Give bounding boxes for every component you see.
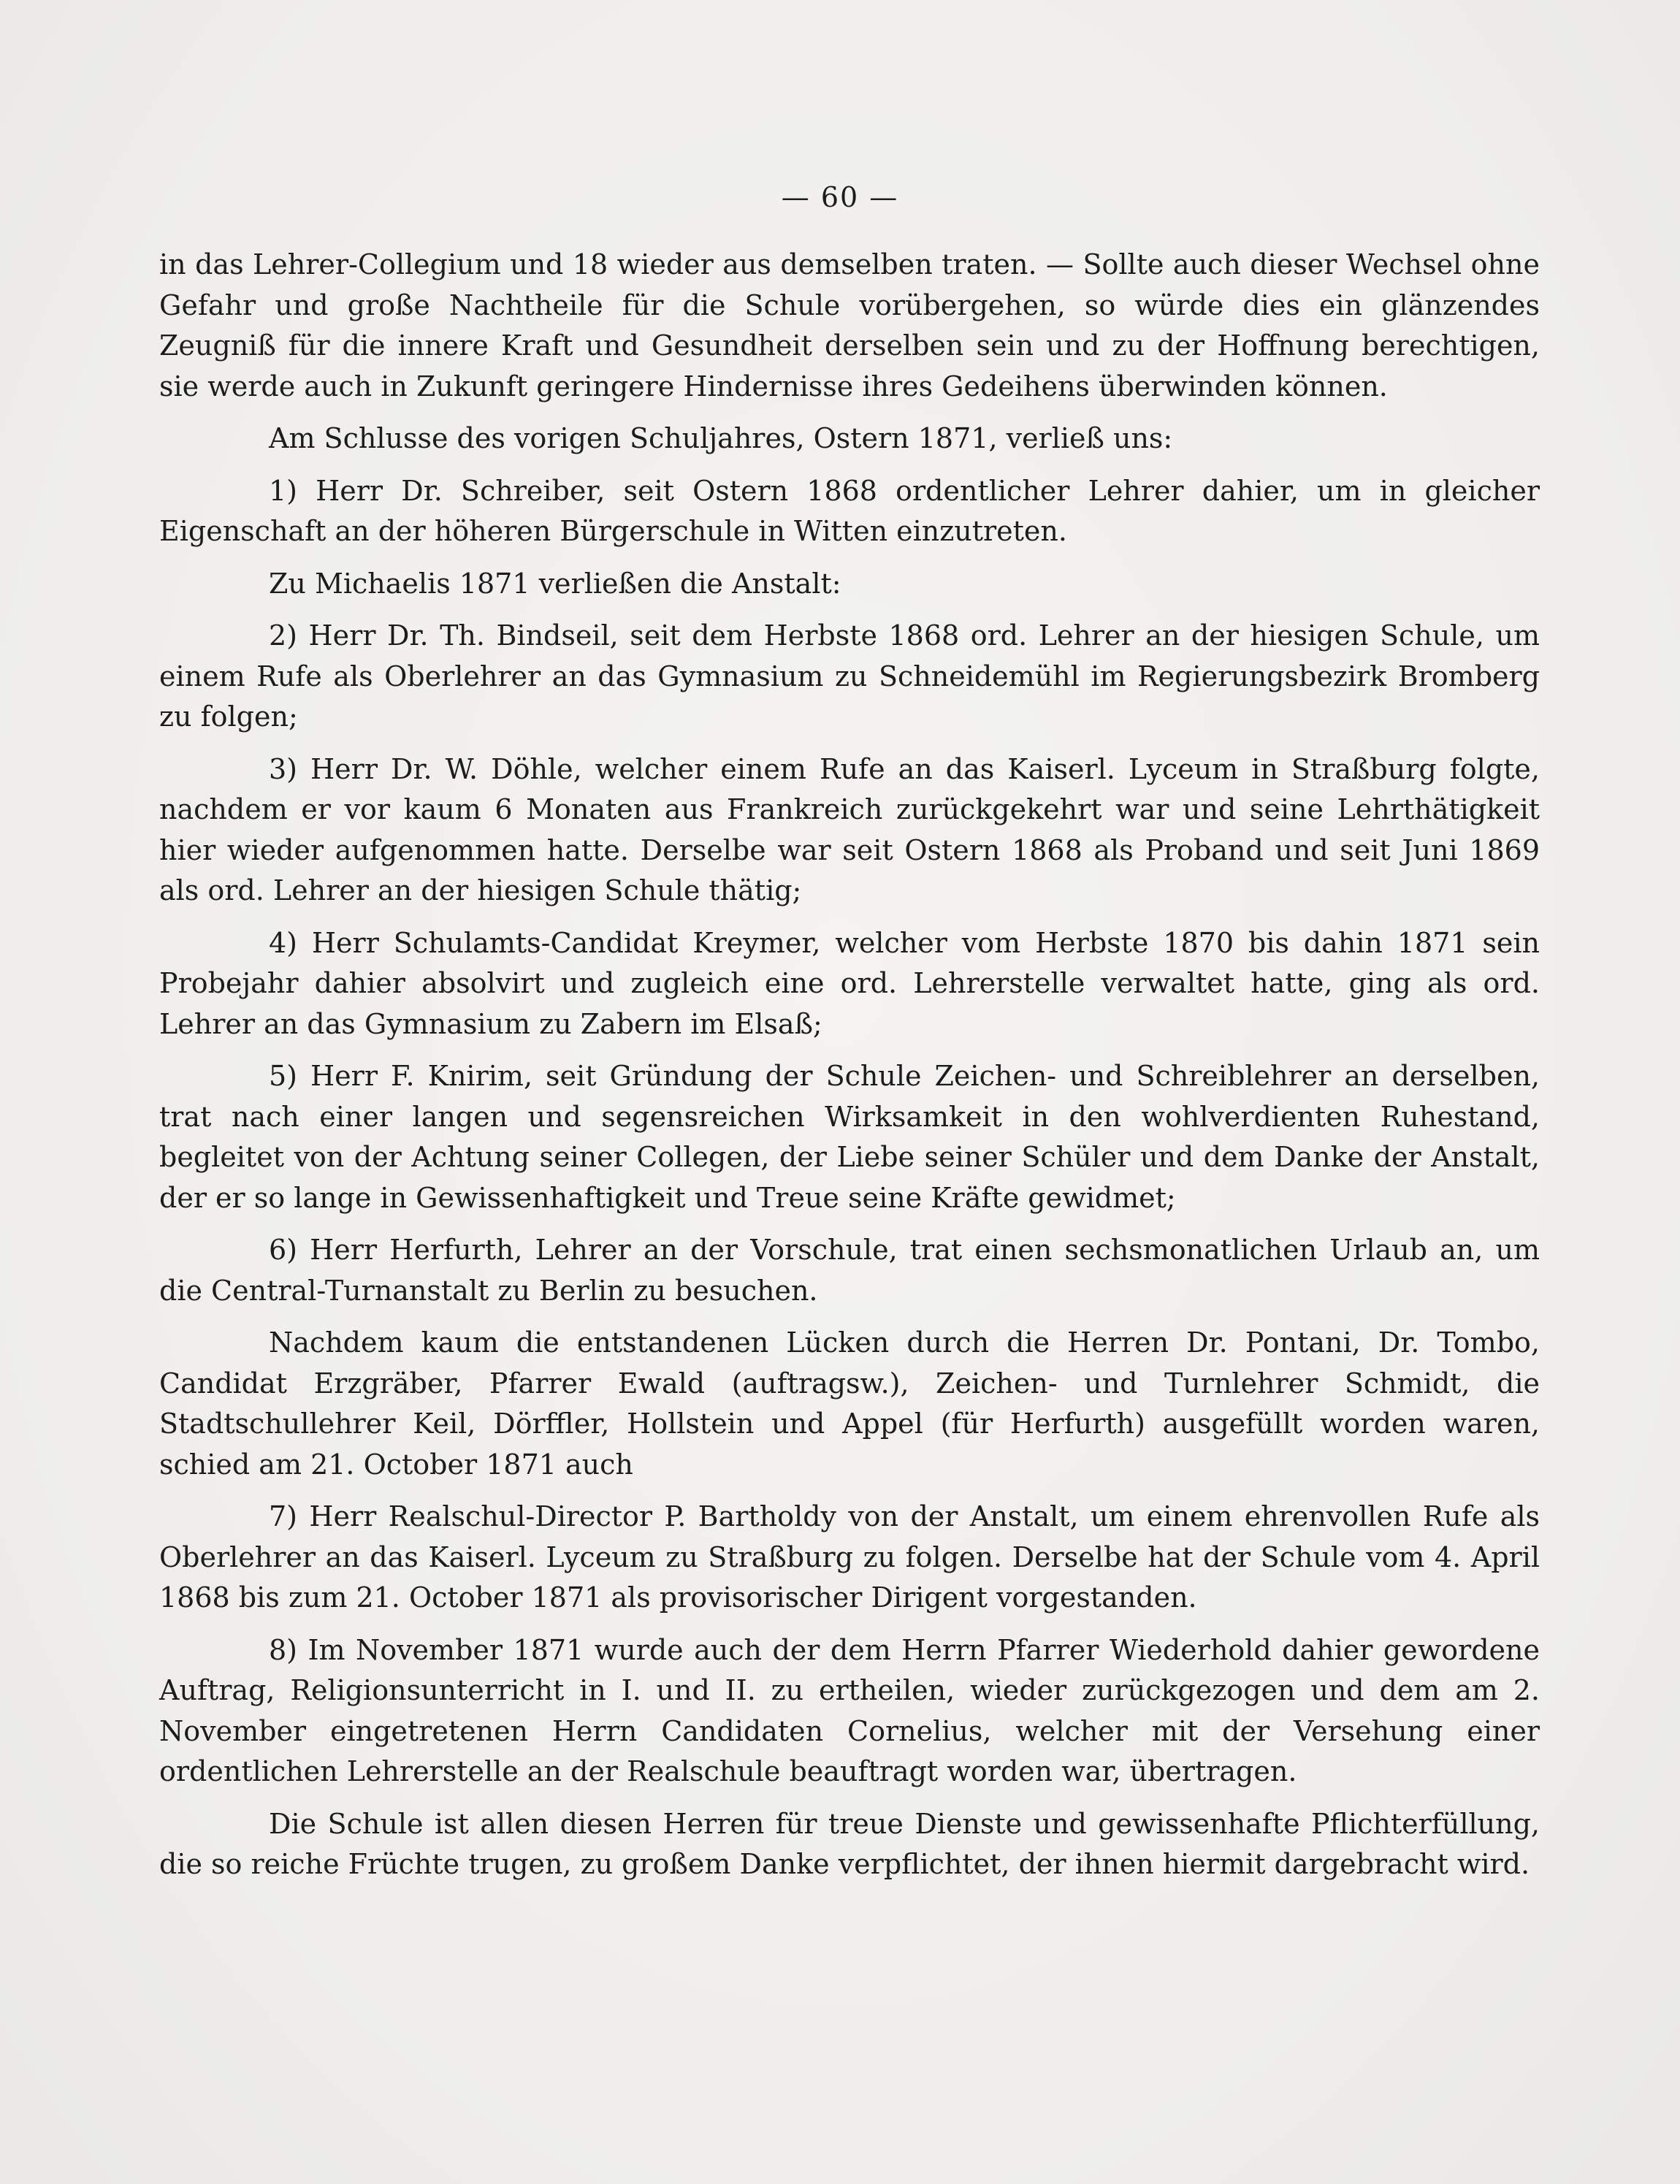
- paragraph-item-2: 2) Herr Dr. Th. Bindseil, seit dem Herbste 1868 ord. Lehrer an der hiesigen Schule, um einem Rufe als Oberlehrer an das Gymnasium zu Schneidemühl im Regierungsbezirk Bromberg zu folgen;: [159, 619, 1540, 733]
- paragraph-item-1: 1) Herr Dr. Schreiber, seit Ostern 1868 ordentlicher Lehrer dahier, um in gleicher Eigenschaft an der höheren Bürgerschule in Witten einzutreten.: [159, 474, 1540, 547]
- paragraph-item-3: 3) Herr Dr. W. Döhle, welcher einem Rufe an das Kaiserl. Lyceum in Straßburg folgte, nachdem er vor kaum 6 Monaten aus Frankreich zurückgekehrt war und seine Lehrthätigkeit hier wieder aufgenommen hatte. Derselbe war seit Ostern 1868 als Proband und seit Juni 1869 als ord. Lehrer an der hiesigen Schule thätig;: [159, 752, 1540, 906]
- paragraph-ostern-heading: Am Schlusse des vorigen Schuljahres, Ostern 1871, verließ uns:: [269, 422, 1173, 454]
- body-text: [159, 245, 1540, 1897]
- paragraph-michaelis-heading: Zu Michaelis 1871 verließen die Anstalt:: [269, 567, 841, 600]
- paragraph-closing: Die Schule ist allen diesen Herren für treue Dienste und gewissenhafte Pflichterfüllung, die so reiche Früchte trugen, zu großem Danke verpflichtet, der ihnen hiermit dargebracht wird.: [159, 1807, 1540, 1880]
- paragraph-item-5: 5) Herr F. Knirim, seit Gründung der Schule Zeichen- und Schreiblehrer an derselben, trat nach einer langen und segensreichen Wirksamkeit in den wohlverdienten Ruhestand, begleitet von der Achtung seiner Collegen, der Liebe seiner Schüler und dem Danke der Anstalt, der er so lange in Gewissenhaftigkeit und Treue seine Kräfte gewidmet;: [159, 1060, 1540, 1214]
- page-number: — 60 —: [781, 181, 899, 213]
- paragraph-item-7: 7) Herr Realschul-Director P. Bartholdy von der Anstalt, um einem ehrenvollen Rufe als Oberlehrer an das Kaiserl. Lyceum zu Straßburg zu folgen. Derselbe hat der Schule vom 4. April 1868 bis zum 21. October 1871 als provisorischer Dirigent vorgestanden.: [159, 1500, 1540, 1614]
- paragraph-replacements: Nachdem kaum die entstandenen Lücken durch die Herren Dr. Pontani, Dr. Tombo, Candidat Erzgräber, Pfarrer Ewald (auftragsw.), Zeichen- und Turnlehrer Schmidt, die Stadtschullehrer Keil, Dörffler, Hollstein und Appel (für Herfurth) ausgefüllt worden waren, schied am 21. October 1871 auch: [159, 1326, 1540, 1481]
- paragraph-item-6: 6) Herr Herfurth, Lehrer an der Vorschule, trat einen sechsmonatlichen Urlaub an, um die Central-Turnanstalt zu Berlin zu besuchen.: [159, 1234, 1540, 1307]
- paragraph-item-4: 4) Herr Schulamts-Candidat Kreymer, welcher vom Herbste 1870 bis dahin 1871 sein Probejahr dahier absolvirt und zugleich eine ord. Lehrerstelle verwaltet hatte, ging als ord. Lehrer an das Gymnasium zu Zabern im Elsaß;: [159, 926, 1540, 1040]
- paragraph-item-8: 8) Im November 1871 wurde auch der dem Herrn Pfarrer Wiederhold dahier gewordene Auftrag, Religionsunterricht in I. und II. zu ertheilen, wieder zurückgezogen und dem am 2. November eingetretenen Herrn Candidaten Cornelius, welcher mit der Versehung einer ordentlichen Lehrerstelle an der Realschule beauftragt worden war, übertragen.: [159, 1633, 1540, 1787]
- paragraph-intro: in das Lehrer-Collegium und 18 wieder aus demselben traten. — Sollte auch dieser Wechsel ohne Gefahr und große Nachtheile für die Schule vorübergehen, so würde dies ein glänzendes Zeugniß für die innere Kraft und Gesundheit derselben sein und zu der Hoffnung berechtigen, sie werde auch in Zukunft geringere Hindernisse ihres Gedeihens überwinden können.: [159, 248, 1540, 402]
